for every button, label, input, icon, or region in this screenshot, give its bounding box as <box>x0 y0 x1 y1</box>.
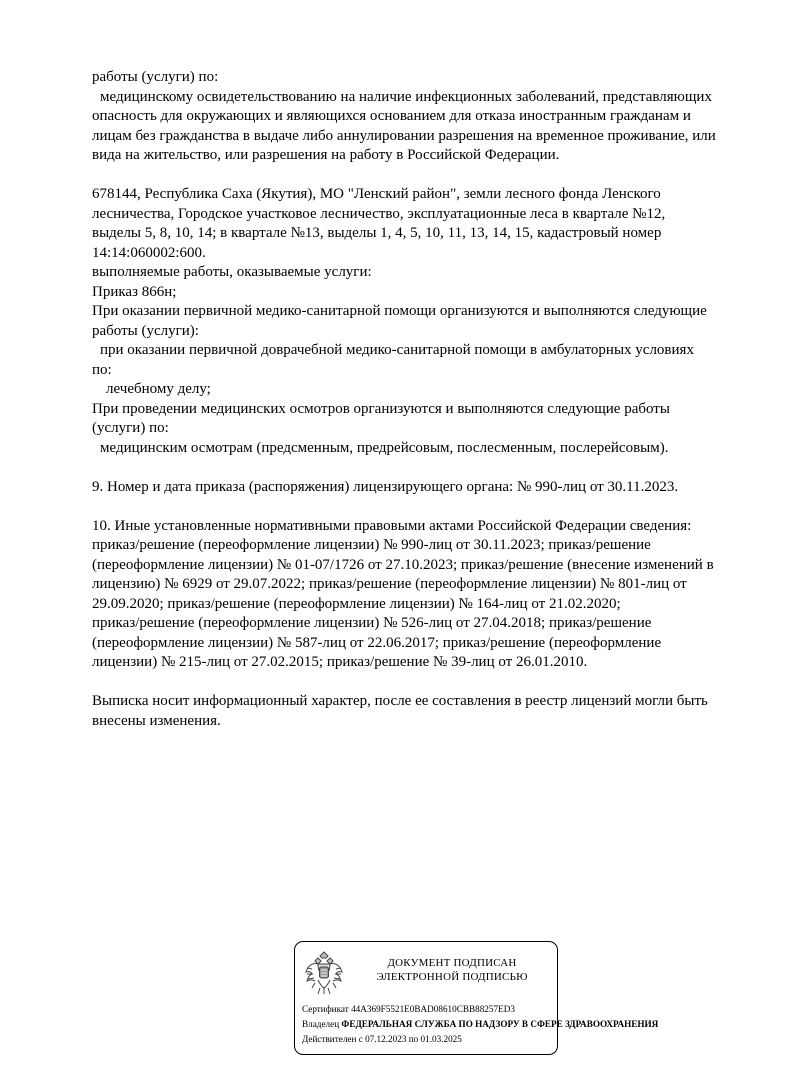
certificate-row <box>302 1002 602 1017</box>
text-line: лицам без гражданства в выдаче либо аннулировании разрешения на временное проживание, или <box>92 127 716 144</box>
validity-row: Действителен с 07.12.2023 по 01.03.2025 <box>302 1034 462 1044</box>
text-line: при оказании первичной доврачебной медико-санитарной помощи в амбулаторных условиях <box>100 342 694 358</box>
stamp-title-line: ЭЛЕКТРОННОЙ ПОДПИСЬЮ <box>376 971 528 983</box>
text-line: лечебному делу; <box>106 381 211 397</box>
text-line: работы (услуги): <box>92 322 199 339</box>
stamp-title-line: ДОКУМЕНТ ПОДПИСАН <box>387 957 517 969</box>
text-line: (переоформление лицензии) № 01-07/1726 от 27.10.2023; приказ/решение (внесение изменений в <box>92 556 714 573</box>
text-line: (переоформление лицензии) № 587-лиц от 22.06.2017; приказ/решение (переоформление <box>92 634 662 651</box>
text-line: Выписка носит информационный характер, после ее составления в реестр лицензий могли быть <box>92 693 708 709</box>
stamp-title <box>359 956 545 984</box>
text-line: вида на жительство, или разрешения на работу в Российской Федерации. <box>92 147 560 163</box>
text-line: 10. Иные установленные нормативными правовыми актами Российской Федерации сведения: <box>92 517 692 534</box>
blank-line <box>92 673 772 693</box>
blank-line <box>92 458 772 478</box>
russian-coat-of-arms-icon <box>304 950 344 996</box>
text-line: Приказ 866н; <box>92 283 177 300</box>
owner-row <box>302 1017 659 1032</box>
text-line: по: <box>92 361 112 378</box>
text-line: 14:14:060002:600. <box>92 244 206 261</box>
text-line: приказ/решение (переоформление лицензии) № 990-лиц от 30.11.2023; приказ/решение <box>92 537 651 553</box>
text-line: выполняемые работы, оказываемые услуги: <box>92 264 372 280</box>
text-line: При оказании первичной медико-санитарной помощи организуются и выполняются следующие <box>92 303 707 319</box>
certificate-value: 44A369F5521E0BAD08610CBB88257ED3 <box>351 1004 515 1014</box>
owner-label: Владелец <box>302 1019 340 1029</box>
text-line: выделы 5, 8, 10, 14; в квартале №13, выделы 1, 4, 5, 10, 11, 13, 14, 15, кадастровый номер <box>92 225 662 241</box>
text-line: приказ/решение (переоформление лицензии) № 526-лиц от 27.04.2018; приказ/решение <box>92 615 652 631</box>
text-line: медицинским осмотрам (предсменным, предрейсовым, послесменным, послерейсовым). <box>100 439 669 456</box>
text-line: 678144, Республика Саха (Якутия), МО "Ленский район", земли лесного фонда Ленского <box>92 186 661 202</box>
text-line: медицинскому освидетельствованию на наличие инфекционных заболеваний, представляющих <box>100 88 712 105</box>
text-line: лицензию) № 6929 от 29.07.2022; приказ/решение (переоформление лицензии) № 801-лиц от <box>92 576 687 592</box>
text-line: внесены изменения. <box>92 712 221 729</box>
stamp-details <box>302 1002 659 1047</box>
text-line: 29.09.2020; приказ/решение (переоформление лицензии) № 164-лиц от 21.02.2020; <box>92 595 621 612</box>
text-line: лесничества, Городское участковое лесничество, эксплуатационные леса в квартале №12, <box>92 205 666 222</box>
text-line: работы (услуги) по: <box>92 69 219 85</box>
owner-value: ФЕДЕРАЛЬНАЯ СЛУЖБА ПО НАДЗОРУ В СФЕРЕ ЗДРАВООХРАНЕНИЯ <box>341 1019 659 1029</box>
text-line: опасность для окружающих и являющихся основанием для отказа иностранным гражданам и <box>92 108 691 124</box>
text-line: лицензии) № 215-лиц от 27.02.2015; приказ/решение № 39-лиц от 26.01.2010. <box>92 654 588 670</box>
text-line: 9. Номер и дата приказа (распоряжения) лицензирующего органа: № 990-лиц от 30.11.2023. <box>92 478 679 495</box>
text-line: (услуги) по: <box>92 420 169 436</box>
blank-line <box>92 497 772 517</box>
text-line: При проведении медицинских осмотров организуются и выполняются следующие работы <box>92 400 670 417</box>
electronic-signature-stamp <box>294 941 659 1055</box>
document-body <box>92 68 772 731</box>
certificate-label: Сертификат <box>302 1004 349 1014</box>
blank-line <box>92 166 772 186</box>
